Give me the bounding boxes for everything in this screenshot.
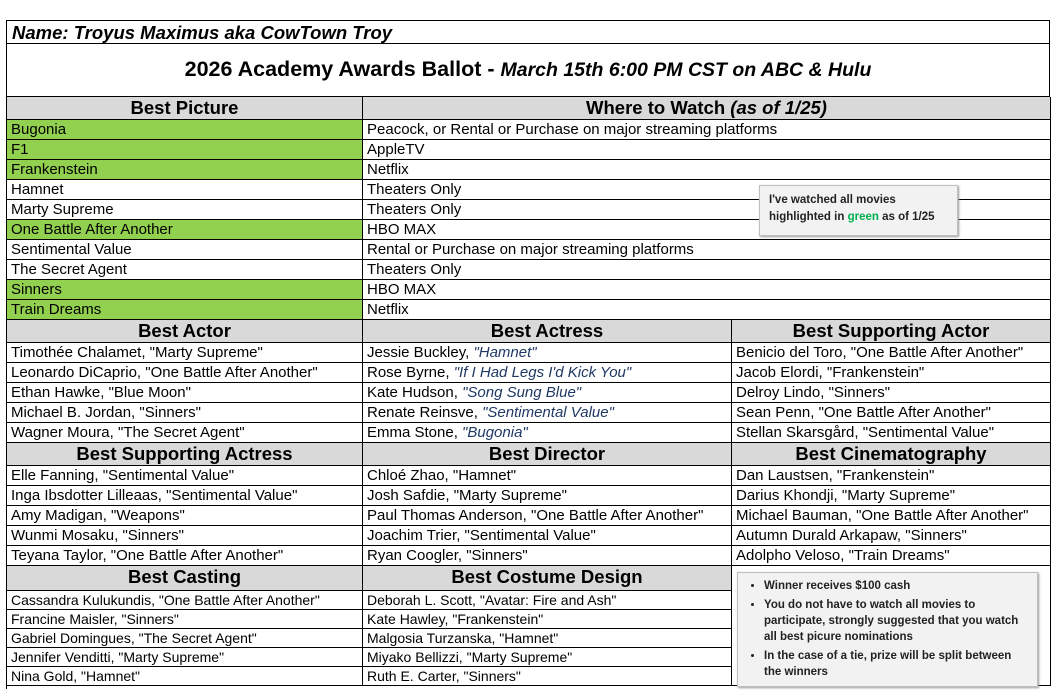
- best-director-nominee: [363, 486, 732, 506]
- nominee-name: Emma Stone,: [367, 424, 463, 441]
- nominee-film: "One Battle After Another": [145, 364, 318, 381]
- nominee-film: "Song Sung Blue": [462, 384, 582, 401]
- nominee-name: Adolpho Veloso,: [736, 547, 849, 564]
- nominee-film: "Sinners": [905, 527, 967, 544]
- nominee-name: Delroy Lindo,: [736, 384, 829, 401]
- watched-note-line2: highlighted in green as of 1/25: [769, 211, 935, 223]
- nominee-name: Michael Bauman,: [736, 507, 857, 524]
- nominee-name: Wagner Moura,: [11, 424, 118, 441]
- nominee-film: "Sinners": [122, 527, 184, 544]
- nominee-name: Renate Reinsve,: [367, 404, 483, 421]
- best-actress-nominee: [363, 423, 732, 443]
- best-director-nominee: [363, 466, 732, 486]
- nominee-film: "Hamnet": [81, 668, 141, 684]
- nominee-name: Malgosia Turzanska,: [367, 630, 500, 646]
- best-casting-header-label: Best Casting: [127, 566, 242, 587]
- nominee-film: "One Battle After Another": [850, 344, 1024, 361]
- rules-note-item: • In the case of a tie, prize will be split between the winners: [764, 648, 1031, 680]
- nominee-film: "One Battle After Another": [531, 507, 704, 524]
- best-actress-header-label: Best Actress: [490, 320, 604, 341]
- where-to-watch-value: Rental or Purchase on major streaming platforms: [367, 241, 694, 258]
- best-costume-design-header-label: Best Costume Design: [451, 566, 643, 587]
- nominee-film: "Blue Moon": [108, 384, 191, 401]
- best-actor-header-label: Best Actor: [138, 320, 231, 341]
- where-to-watch-value: HBO MAX: [367, 281, 437, 298]
- best-picture-film: [7, 180, 363, 200]
- nominee-film: "Hamnet": [499, 630, 559, 646]
- best-supporting-actor-nominee: [732, 403, 1051, 423]
- nominee-film: "One Battle After Another": [856, 507, 1029, 524]
- nominee-name: Deborah L. Scott,: [367, 592, 480, 608]
- nominee-name: Chloé Zhao,: [367, 467, 453, 484]
- best-supporting-actress-nominee: [7, 486, 363, 506]
- nominee-film: "Sinners": [463, 668, 521, 684]
- nominee-film: "Sinners": [466, 547, 528, 564]
- best-actor-nominee: [7, 363, 363, 383]
- where-to-watch-value: Netflix: [367, 161, 409, 178]
- where-to-watch-cell: [363, 160, 1051, 180]
- film-title: Bugonia: [11, 121, 67, 138]
- best-costume-design-nominee: [363, 648, 732, 667]
- best-cinematography-header: [732, 443, 1051, 466]
- nominee-name: Francine Maisler,: [11, 611, 122, 627]
- nominee-film: "Marty Supreme": [149, 344, 263, 361]
- best-casting-nominee: [7, 667, 363, 686]
- ballot-title-sub: March 15th 6:00 PM CST on ABC & Hulu: [500, 59, 872, 81]
- best-costume-design-nominee: [363, 667, 732, 686]
- nominee-name: Kate Hudson,: [367, 384, 463, 401]
- nominee-name: Michael B. Jordan,: [11, 404, 140, 421]
- film-title: Hamnet: [11, 181, 64, 198]
- best-cinematography-header-label: Best Cinematography: [795, 443, 987, 464]
- best-actor-nominee: [7, 343, 363, 363]
- best-picture-film: [7, 300, 363, 320]
- best-costume-design-header: [363, 566, 732, 591]
- nominee-name: Benicio del Toro,: [736, 344, 851, 361]
- nominee-name: Sean Penn,: [736, 404, 819, 421]
- nominee-name: Rose Byrne,: [367, 364, 454, 381]
- nominee-name: Inga Ibsdotter Lilleaas,: [11, 487, 167, 504]
- best-actor-nominee: [7, 403, 363, 423]
- where-to-watch-cell: [363, 240, 1051, 260]
- nominee-film: "The Secret Agent": [138, 630, 257, 646]
- nominee-film: "Hamnet": [452, 467, 517, 484]
- nominee-name: Darius Khondji,: [736, 487, 842, 504]
- nominee-name: Stellan Skarsgård,: [736, 424, 863, 441]
- nominee-film: "Marty Supreme": [118, 649, 225, 665]
- ballot-title-main: 2026 Academy Awards Ballot -: [184, 57, 501, 81]
- nominee-film: "One Battle After Another": [158, 592, 320, 608]
- nominee-name: Jessie Buckley,: [367, 344, 474, 361]
- best-supporting-actress-nominee: [7, 466, 363, 486]
- film-title: Train Dreams: [11, 301, 102, 318]
- best-actress-header: [363, 320, 732, 343]
- best-costume-design-nominee: [363, 591, 732, 610]
- where-to-watch-value: Theaters Only: [367, 181, 462, 198]
- rules-note-item: • You do not have to watch all movies to participate, strongly suggested that you watch all best picure nominations: [764, 597, 1031, 645]
- nominee-film: "Sentimental Value": [102, 467, 235, 484]
- best-actor-header: [7, 320, 363, 343]
- where-to-watch-cell: [363, 300, 1051, 320]
- nominee-name: Ryan Coogler,: [367, 547, 467, 564]
- nominee-film: "Sentimental Value": [862, 424, 995, 441]
- best-actor-nominee: [7, 383, 363, 403]
- best-picture-film: [7, 240, 363, 260]
- nominee-name: Cassandra Kulukundis,: [11, 592, 159, 608]
- best-supporting-actress-nominee: [7, 546, 363, 566]
- where-to-watch-value: Netflix: [367, 301, 409, 318]
- best-casting-nominee: [7, 591, 363, 610]
- best-picture-film: [7, 220, 363, 240]
- nominee-name: Paul Thomas Anderson,: [367, 507, 531, 524]
- nominee-film: "Marty Supreme": [453, 487, 567, 504]
- best-supporting-actress-header: [7, 443, 363, 466]
- rules-note-item: • Winner receives $100 cash: [764, 578, 1031, 594]
- where-to-watch-value: Peacock, or Rental or Purchase on major streaming platforms: [367, 121, 778, 138]
- best-supporting-actor-nominee: [732, 383, 1051, 403]
- nominee-film: "Frankenstein": [836, 467, 935, 484]
- nominee-film: "Frankenstein": [826, 364, 925, 381]
- film-title: Sinners: [11, 281, 62, 298]
- best-supporting-actor-nominee: [732, 423, 1051, 443]
- best-picture-film: [7, 120, 363, 140]
- best-casting-nominee: [7, 610, 363, 629]
- nominee-film: "Sinners": [139, 404, 201, 421]
- best-picture-film: [7, 140, 363, 160]
- best-casting-nominee: [7, 648, 363, 667]
- best-picture-film: [7, 160, 363, 180]
- nominee-film: "Weapons": [111, 507, 185, 524]
- best-casting-nominee: [7, 629, 363, 648]
- nominee-film: "Sinners": [828, 384, 891, 401]
- nominee-name: Wunmi Mosaku,: [11, 527, 123, 544]
- name-line-cell: [6, 20, 1050, 44]
- where-to-watch-cell: [363, 120, 1051, 140]
- where-to-watch-cell: [363, 280, 1051, 300]
- nominee-name: Kate Hawley,: [367, 611, 453, 627]
- film-title: The Secret Agent: [11, 261, 127, 278]
- where-to-watch-note: (as of 1/25): [730, 97, 827, 118]
- where-to-watch-header: [363, 97, 1051, 120]
- watched-note: [759, 185, 958, 236]
- where-to-watch-label: Where to Watch: [586, 97, 731, 118]
- best-supporting-actor-header: [732, 320, 1051, 343]
- nominee-name: Joachim Trier,: [367, 527, 465, 544]
- best-picture-film: [7, 280, 363, 300]
- watched-note-line1: I've watched all movies: [769, 194, 896, 206]
- best-cinematography-nominee: [732, 526, 1051, 546]
- nominee-name: Jennifer Venditti,: [11, 649, 119, 665]
- best-picture-header: [7, 97, 363, 120]
- best-cinematography-nominee: [732, 486, 1051, 506]
- nominee-name: Leonardo DiCaprio,: [11, 364, 146, 381]
- best-supporting-actress-nominee: [7, 526, 363, 546]
- best-supporting-actor-nominee: [732, 343, 1051, 363]
- nominee-name: Gabriel Domingues,: [11, 630, 139, 646]
- best-actor-nominee: [7, 423, 363, 443]
- best-supporting-actress-nominee: [7, 506, 363, 526]
- where-to-watch-cell: [363, 140, 1051, 160]
- nominee-film: "Avatar: Fire and Ash": [479, 592, 617, 608]
- best-cinematography-nominee: [732, 546, 1051, 566]
- nominee-name: Ruth E. Carter,: [367, 668, 464, 684]
- best-picture-film: [7, 200, 363, 220]
- best-picture-header-label: Best Picture: [130, 97, 239, 118]
- where-to-watch-value: AppleTV: [367, 141, 425, 158]
- nominee-film: "Sentimental Value": [166, 487, 298, 504]
- best-director-nominee: [363, 526, 732, 546]
- nominee-film: "One Battle After Another": [818, 404, 991, 421]
- film-title: One Battle After Another: [11, 221, 173, 238]
- best-director-header: [363, 443, 732, 466]
- nominee-film: "If I Had Legs I'd Kick You": [453, 364, 632, 381]
- best-actress-nominee: [363, 383, 732, 403]
- rules-note: [737, 572, 1038, 687]
- rules-list: [738, 578, 1031, 680]
- best-costume-design-nominee: [363, 629, 732, 648]
- nominee-name: Amy Madigan,: [11, 507, 112, 524]
- nominee-film: "Hamnet": [473, 344, 537, 361]
- nominee-film: "The Secret Agent": [118, 424, 245, 441]
- name-line: Name: Troyus Maximus aka CowTown Troy: [12, 22, 393, 43]
- nominee-name: Dan Laustsen,: [736, 467, 837, 484]
- nominee-name: Miyako Bellizzi,: [367, 649, 467, 665]
- nominee-name: Timothée Chalamet,: [11, 344, 150, 361]
- nominee-film: "Sentimental Value": [464, 527, 596, 544]
- nominee-film: "Marty Supreme": [841, 487, 956, 504]
- nominee-film: "Train Dreams": [848, 547, 950, 564]
- best-director-nominee: [363, 506, 732, 526]
- film-title: Sentimental Value: [11, 241, 132, 258]
- nominee-name: Teyana Taylor,: [11, 547, 111, 564]
- where-to-watch-value: Theaters Only: [367, 261, 462, 278]
- best-cinematography-nominee: [732, 466, 1051, 486]
- best-costume-design-nominee: [363, 610, 732, 629]
- best-picture-film: [7, 260, 363, 280]
- nominee-film: "Marty Supreme": [466, 649, 573, 665]
- nominee-film: "One Battle After Another": [110, 547, 284, 564]
- nominee-name: Jacob Elordi,: [736, 364, 827, 381]
- nominee-film: "Frankenstein": [452, 611, 544, 627]
- where-to-watch-value: HBO MAX: [367, 221, 437, 238]
- best-supporting-actress-header-label: Best Supporting Actress: [76, 443, 293, 464]
- best-director-header-label: Best Director: [488, 443, 606, 464]
- best-supporting-actor-nominee: [732, 363, 1051, 383]
- watched-note-green-word: green: [847, 211, 879, 223]
- nominee-film: "Bugonia": [462, 424, 528, 441]
- ballot-title: [7, 57, 1049, 82]
- best-actress-nominee: [363, 403, 732, 423]
- best-supporting-actor-header-label: Best Supporting Actor: [792, 320, 990, 341]
- film-title: F1: [11, 141, 29, 158]
- nominee-name: Nina Gold,: [11, 668, 82, 684]
- nominee-film: "Sinners": [121, 611, 179, 627]
- best-casting-header: [7, 566, 363, 591]
- best-director-nominee: [363, 546, 732, 566]
- where-to-watch-value: Theaters Only: [367, 201, 462, 218]
- film-title: Frankenstein: [11, 161, 98, 178]
- best-actress-nominee: [363, 343, 732, 363]
- film-title: Marty Supreme: [11, 201, 114, 218]
- best-cinematography-nominee: [732, 506, 1051, 526]
- where-to-watch-cell: [363, 260, 1051, 280]
- nominee-name: Ethan Hawke,: [11, 384, 109, 401]
- nominee-film: "Sentimental Value": [482, 404, 614, 421]
- nominee-name: Elle Fanning,: [11, 467, 103, 484]
- best-actress-nominee: [363, 363, 732, 383]
- ballot-title-cell: [6, 43, 1050, 96]
- nominee-name: Josh Safdie,: [367, 487, 454, 504]
- nominee-name: Autumn Durald Arkapaw,: [736, 527, 906, 544]
